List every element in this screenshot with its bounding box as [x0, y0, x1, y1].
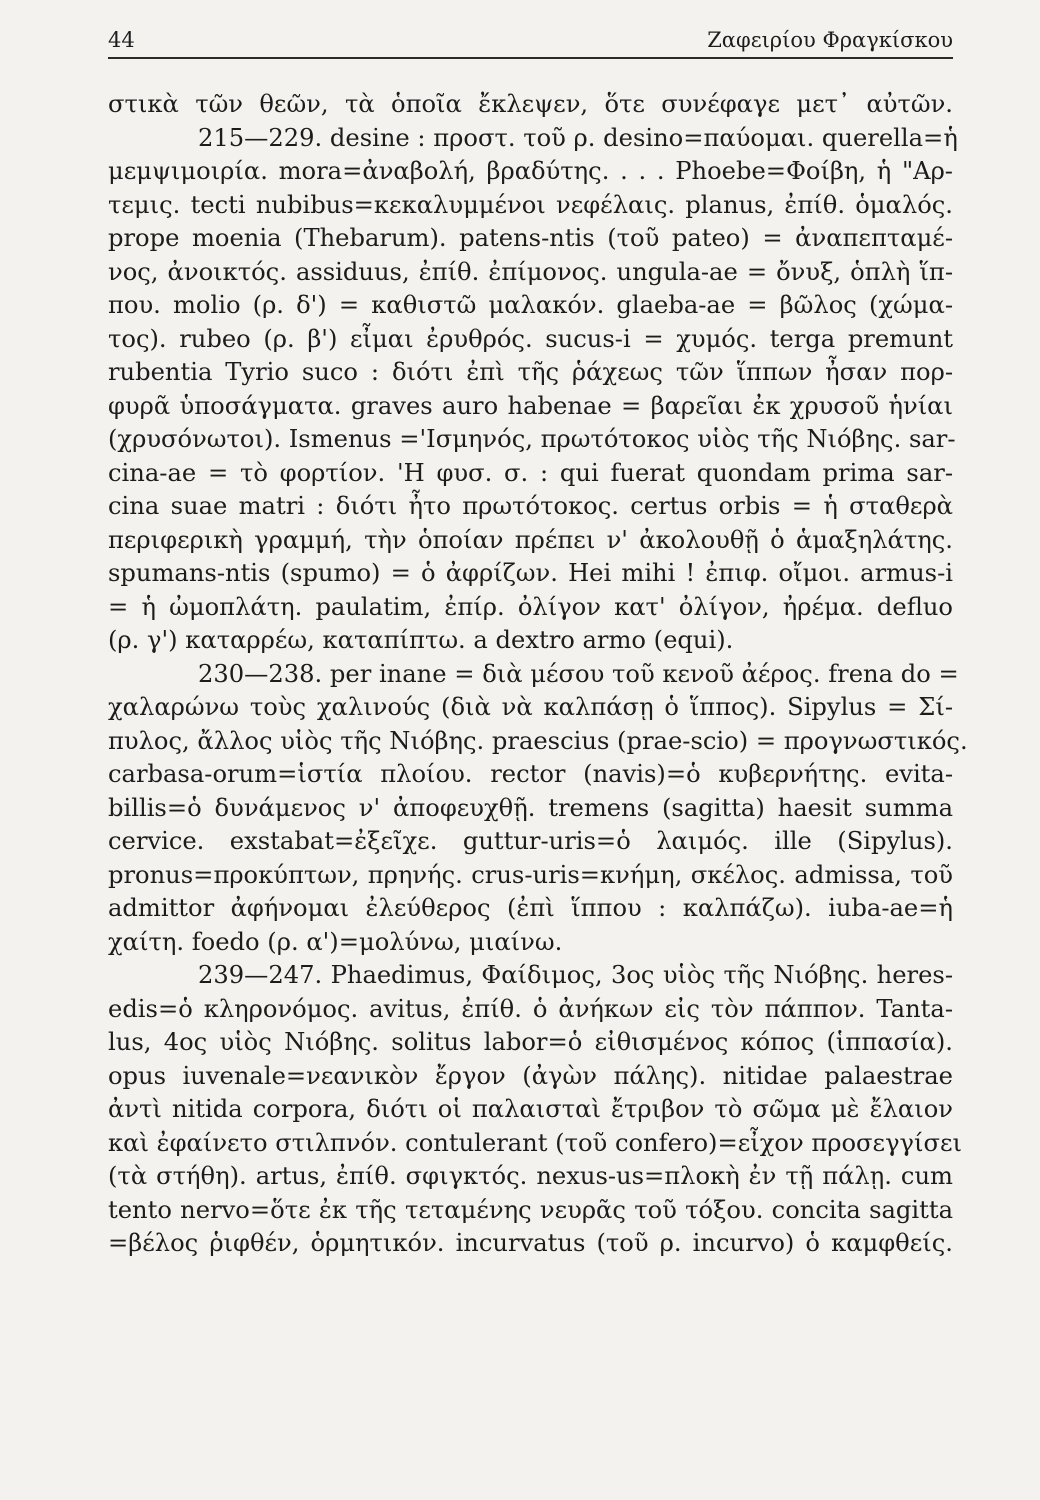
text-line: 215—229. desine : προστ. τοῦ ρ. desino=παύομαι. querella=ἡ	[198, 123, 958, 152]
text-line: καὶ ἐφαίνετο στιλπνόν. contulerant (τοῦ confero)=εἶχον προσεγγίσει	[108, 1128, 962, 1157]
text-line: νος, ἀνοικτός. assiduus, ἐπίθ. ἐπίμονος. ungula-ae = ὄνυξ, ὁπλὴ ἵπ-	[108, 257, 953, 286]
text-line: pronus=προκύπτων, πρηνής. crus-uris=κνήμη, σκέλος. admissa, τοῦ	[108, 860, 953, 889]
text-line: cina-ae = τὸ φορτίον. 'Η φυσ. σ. : qui fuerat quondam prima sar-	[108, 458, 953, 487]
text-line: φυρᾶ ὑποσάγματα. graves auro habenae = βαρεῖαι ἐκ χρυσοῦ ἡνίαι	[108, 391, 953, 420]
text-line: cina suae matri : διότι ἦτο πρωτότοκος. certus orbis = ἡ σταθερὰ	[108, 492, 953, 520]
text-line: που. molio (ρ. δ') = καθιστῶ μαλακόν. glaeba-ae = βῶλος (χώμα-	[108, 291, 953, 319]
text-line: πυλος, ἄλλος υἱὸς τῆς Νιόβης. praescius (prae-scio) = προγνωστικός.	[108, 726, 968, 755]
text-line: =βέλος ῥιφθέν, ὁρμητικόν. incurvatus (τοῦ ρ. incurvo) ὁ καμφθείς.	[108, 1229, 953, 1257]
text-line: τεμις. tecti nubibus=κεκαλυμμένοι νεφέλαις. planus, ἐπίθ. ὁμαλός.	[108, 190, 953, 219]
header-rule	[108, 57, 953, 59]
text-line: μεμψιμοιρία. mora=ἀναβολή, βραδύτης. . . . Phoebe=Φοίβη, ἡ "Αρ-	[108, 157, 953, 185]
text-line: prope moenia (Thebarum). patens-ntis (τοῦ pateo) = ἀναπεπταμέ-	[108, 224, 953, 252]
text-line: ἀντὶ nitida corpora, διότι οἱ παλαισταὶ ἔτριβον τὸ σῶμα μὲ ἔλαιον	[108, 1095, 953, 1123]
text-line: χαίτη. foedo (ρ. α')=μολύνω, μιαίνω.	[108, 927, 563, 956]
text-line: admittor ἀφήνομαι ἐλεύθερος (ἐπὶ ἵππου : καλπάζω). iuba-ae=ἡ	[108, 894, 953, 922]
text-line: tento nervo=ὅτε ἐκ τῆς τεταμένης νευρᾶς τοῦ τόξου. concita sagitta	[108, 1195, 953, 1224]
text-line: opus iuvenale=νεανικὸν ἔργον (ἀγὼν πάλης). nitidae palaestrae	[108, 1061, 953, 1090]
text-line: billis=ὁ δυνάμενος ν' ἀποφευχθῇ. tremens (sagitta) haesit summa	[108, 793, 953, 822]
text-line: = ἡ ὠμοπλάτη. paulatim, ἐπίρ. ὀλίγον κατ' ὀλίγον, ἠρέμα. defluo	[108, 592, 953, 621]
text-line: χαλαρώνω τοὺς χαλινούς (διὰ νὰ καλπάσῃ ὁ ἵππος). Sipylus = Σί-	[108, 693, 953, 721]
text-line: lus, 4ος υἱὸς Νιόβης. solitus labor=ὁ εἰθισμένος κόπος (ἱππασία).	[108, 1028, 953, 1056]
text-line: 230—238. per inane = διὰ μέσου τοῦ κενοῦ ἀέρος. frena do =	[198, 659, 959, 688]
text-line: τος). rubeo (ρ. β') εἶμαι ἐρυθρός. sucus-i = χυμός. terga premunt	[108, 324, 953, 353]
text-line: carbasa-orum=ἱστία πλοίου. rector (navis)=ὁ κυβερνήτης. evita-	[108, 760, 953, 788]
text-line: cervice. exstabat=ἐξεῖχε. guttur-uris=ὁ λαιμός. ille (Sipylus).	[108, 827, 953, 855]
text-line: spumans-ntis (spumo) = ὁ ἀφρίζων. Hei mihi ! ἐπιφ. οἴμοι. armus-i	[108, 559, 953, 587]
text-line: (τὰ στήθη). artus, ἐπίθ. σφιγκτός. nexus-us=πλοκὴ ἐν τῇ πάλῃ. cum	[108, 1162, 953, 1190]
text-line: (χρυσόνωτοι). Ismenus ='Ισμηνός, πρωτότοκος υἱὸς τῆς Νιόβης. sar-	[108, 425, 956, 453]
running-title: Ζαφειρίου Φραγκίσκου	[707, 28, 953, 52]
text-line: 239—247. Phaedimus, Φαίδιμος, 3ος υἱὸς τῆς Νιόβης. heres-	[198, 961, 953, 989]
text-line: (ρ. γ') καταρρέω, καταπίπτω. a dextro armo (equi).	[108, 626, 734, 654]
page-header	[108, 20, 953, 52]
text-line: περιφερικὴ γραμμή, τὴν ὁποίαν πρέπει ν' ἀκολουθῇ ὁ ἁμαξηλάτης.	[108, 525, 953, 554]
text-line: rubentia Tyrio suco : διότι ἐπὶ τῆς ῥάχεως τῶν ἵππων ἦσαν πορ-	[108, 358, 953, 386]
text-line: στικὰ τῶν θεῶν, τὰ ὁποῖα ἔκλεψεν, ὅτε συνέφαγε μετ᾿ αὐτῶν.	[108, 90, 953, 118]
text-line: edis=ὁ κληρονόμος. avitus, ἐπίθ. ὁ ἀνήκων εἰς τὸν πάππον. Tanta-	[108, 994, 953, 1023]
page-number: 44	[108, 28, 135, 52]
body-text	[108, 88, 968, 1261]
